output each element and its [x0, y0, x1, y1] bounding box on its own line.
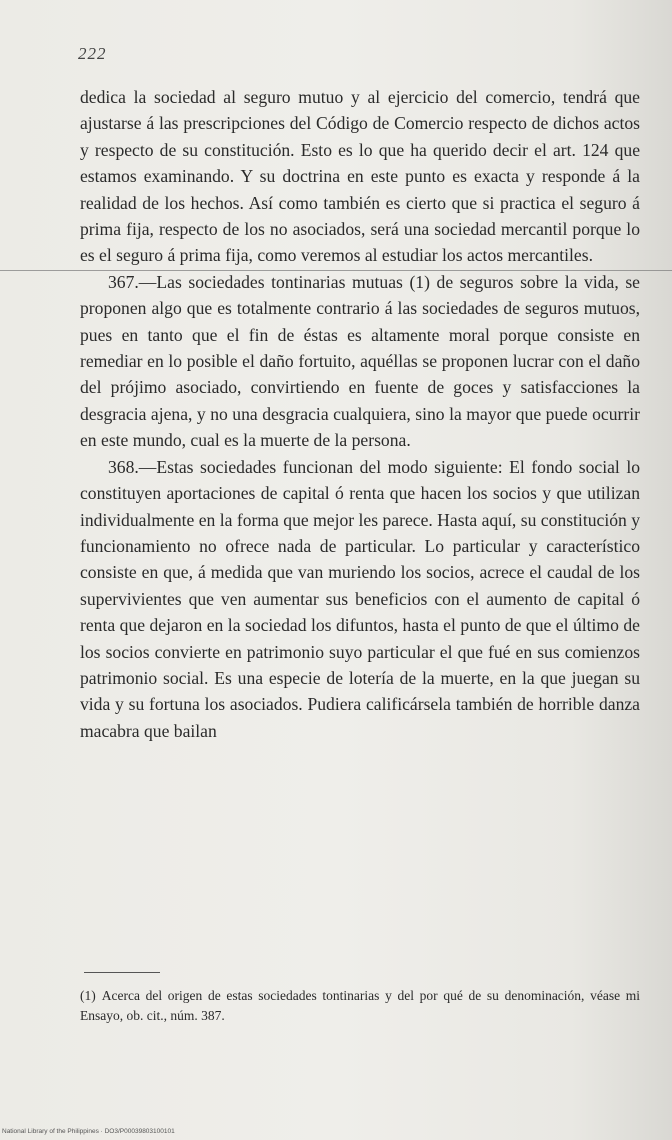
- footnote-marker: (1): [80, 988, 96, 1003]
- body-text: [80, 84, 640, 744]
- page-number: 222: [78, 44, 107, 63]
- paragraph-367: 367.—Las sociedades tontinarias mutuas (1) de seguros sobre la vida, se proponen algo que es totalmente contrario á las sociedades de seguros mutuos, pues en tanto que el fin de éstas es altamente moral porque consiste en remediar en lo posible el daño fortuito, aquéllas se proponen lucrar con el daño del prójimo asociado, convirtiendo en fuente de goces y satisfacciones la desgracia ajena, y no una desgracia cualquiera, sino la mayor que puede ocurrir en este mundo, cual es la muerte de la persona.: [80, 271, 640, 451]
- footnote-text: Acerca del origen de estas sociedades tontinarias y del por qué de su denominación, véase mi Ensayo, ob. cit., núm. 387.: [80, 988, 640, 1023]
- scan-line-artifact: [0, 270, 672, 271]
- paragraph-368: 368.—Estas sociedades funcionan del modo siguiente: El fondo social lo constituyen aportaciones de capital ó renta que hacen los socios y que utilizan individualmente en la forma que mejor les parece. Hasta aquí, su constitución y funcionamiento no ofrece nada de particular. Lo particular y característico consiste en que, á medida que van muriendo los socios, acrece el caudal de los supervivientes que ven aumentar sus beneficios con el aumento de capital ó renta que dejaron en la sociedad los difuntos, hasta el punto de que el último de los socios convierte en patrimonio suyo particular el que fué en sus comienzos patrimonio social. Es una especie de lotería de la muerte, en la que juegan su vida y su fortuna los asociados. Pudiera calificársela también de horrible danza macabra que bailan: [80, 456, 640, 741]
- footnote: [80, 986, 640, 1026]
- paragraph-continuation: dedica la sociedad al seguro mutuo y al ejercicio del comercio, tendrá que ajustarse á las prescripciones del Código de Comercio respecto de dichos actos y respecto de su constitución. Esto es lo que ha querido decir el art. 124 que estamos examinando. Y su doctrina en este punto es exacta y responde á la realidad de los hechos. Así como también es cierto que si practica el seguro á prima fija, respecto de los no asociados, será una sociedad mercantil porque lo es el seguro á prima fija, como veremos al estudiar los actos mercantiles.: [80, 87, 640, 266]
- scan-credit: National Library of the Philippines · DO3/P00039803100101: [2, 1128, 175, 1135]
- footnote-divider: [84, 972, 160, 973]
